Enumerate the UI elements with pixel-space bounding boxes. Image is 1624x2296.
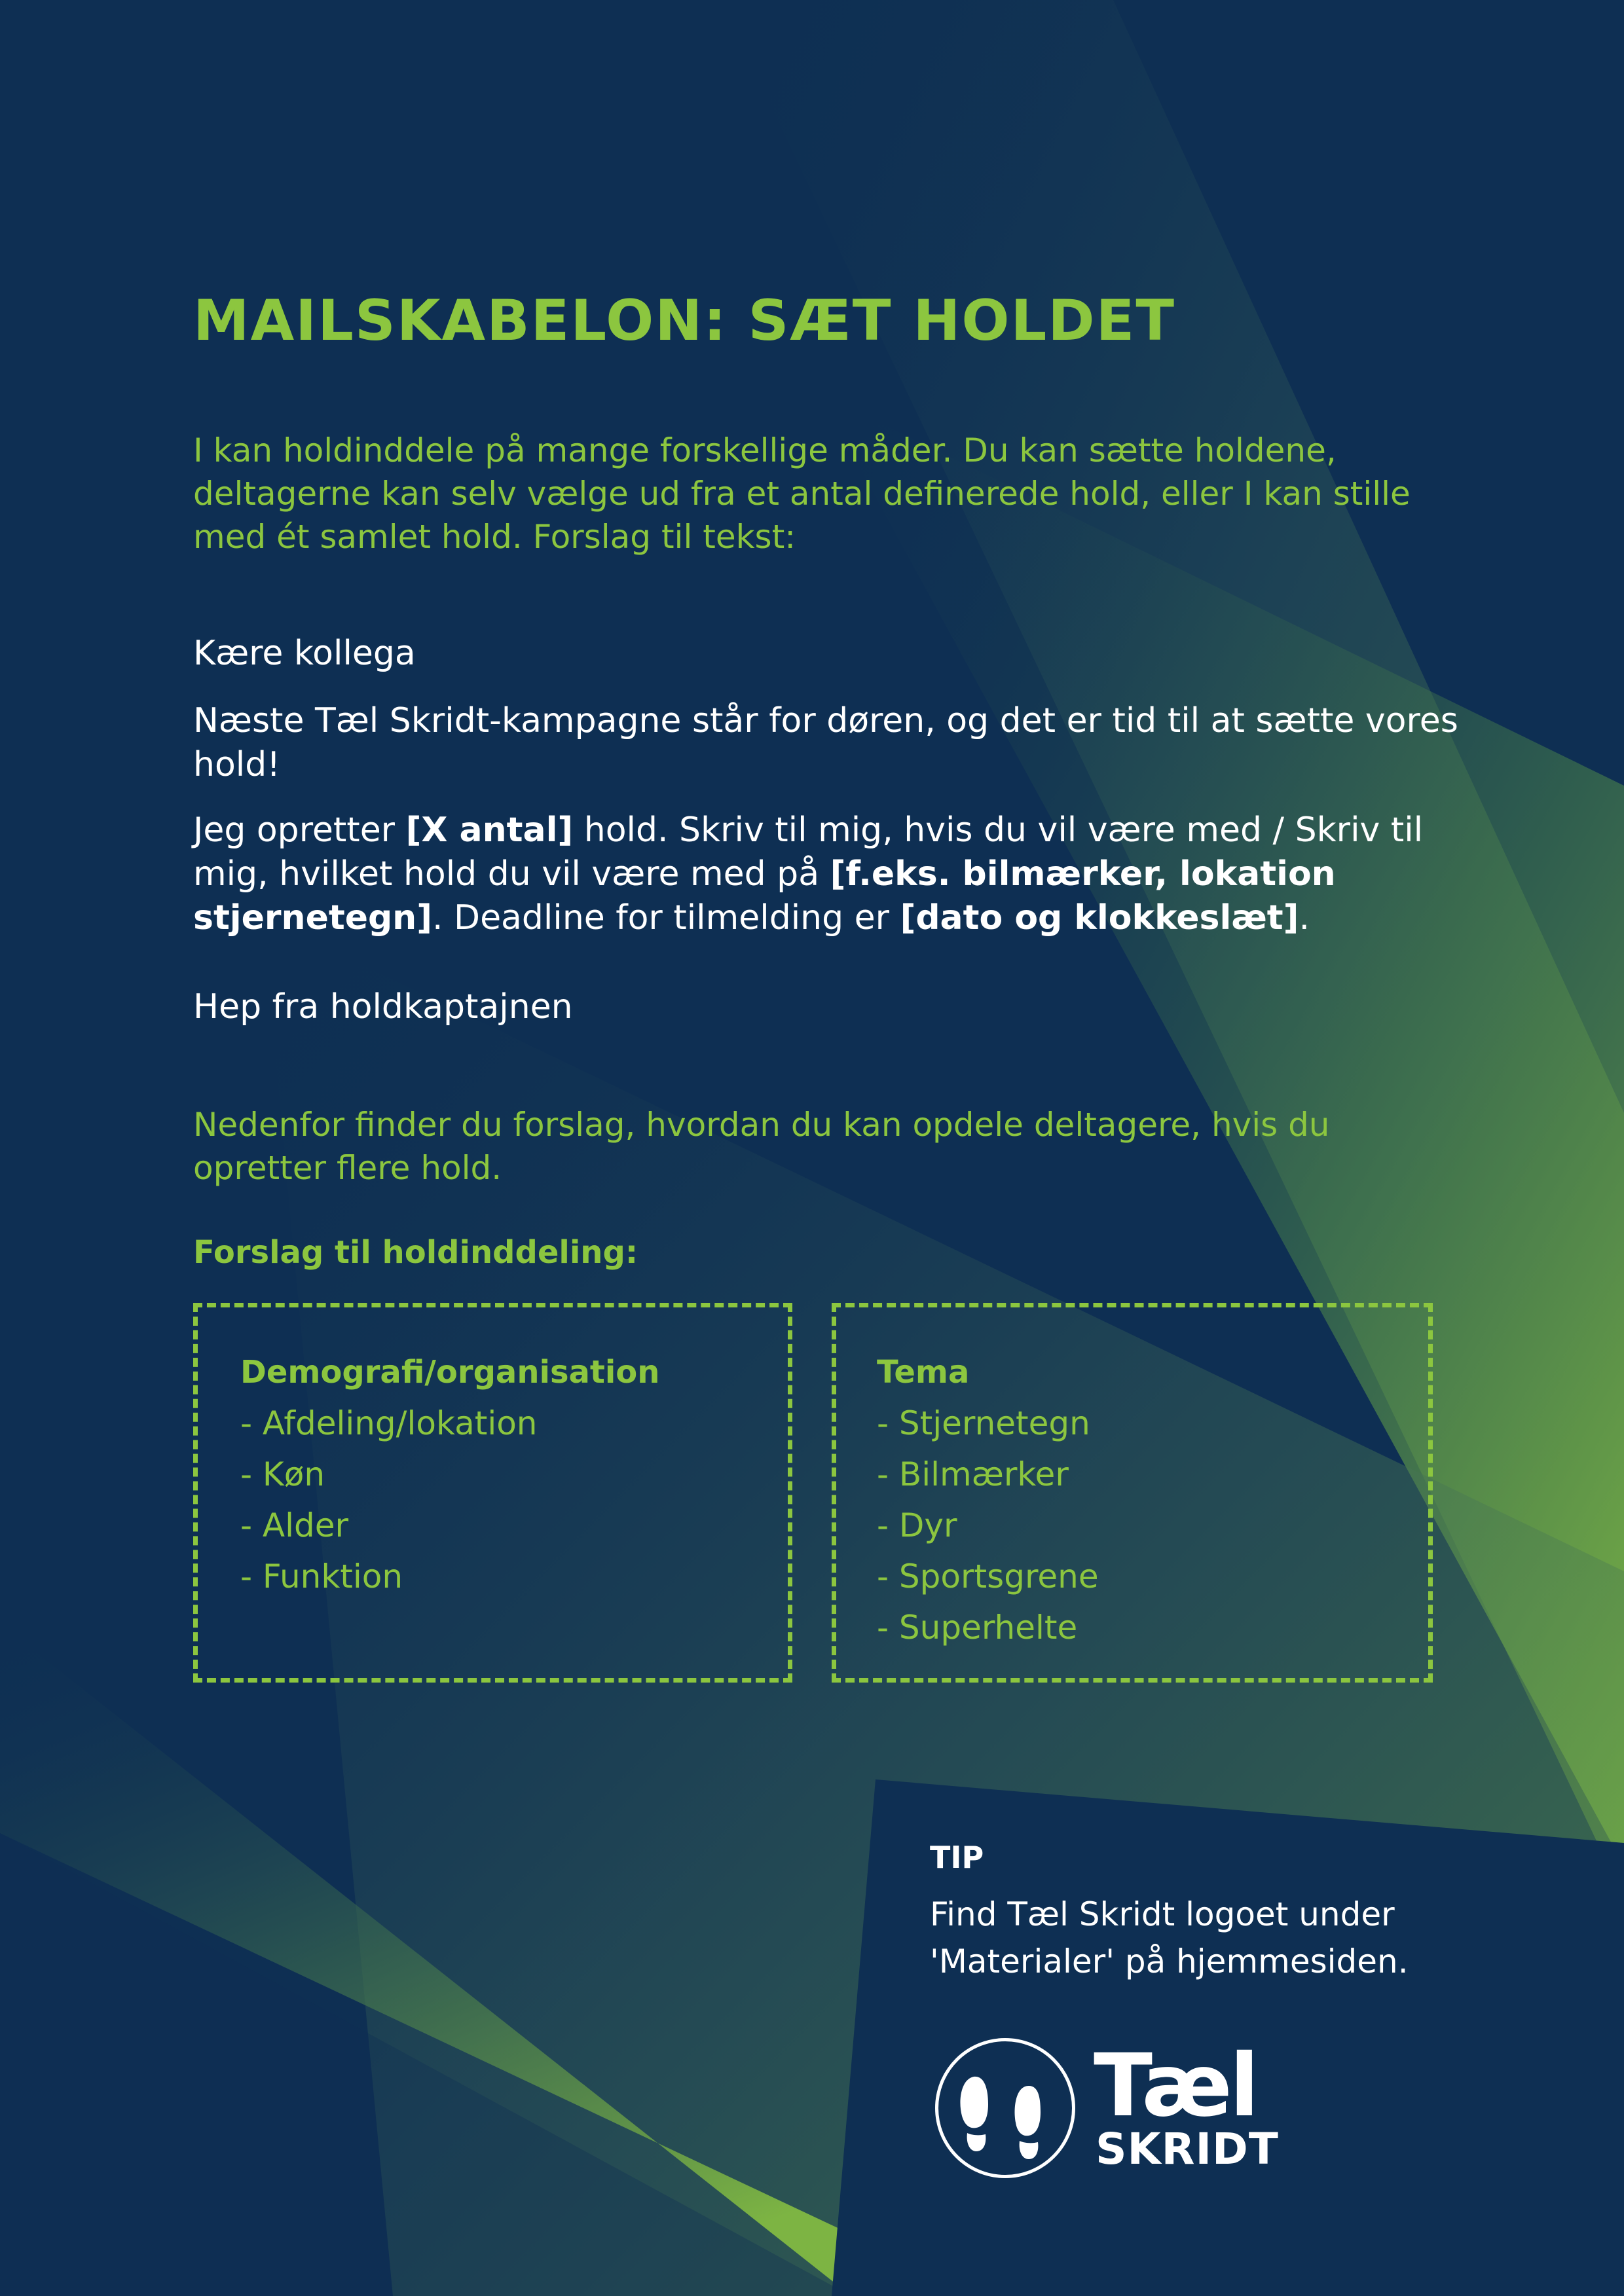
letter-greeting: Kære kollega <box>193 634 416 673</box>
list-item: - Bilmærker <box>877 1455 1069 1493</box>
tael-skridt-logo <box>933 2036 1300 2187</box>
letter-text: Jeg opretter <box>193 811 406 850</box>
page-title: MAILSKABELON: SÆT HOLDET <box>193 288 1176 354</box>
demography-title: Demografi/organisation <box>240 1354 660 1391</box>
placeholder-team-count: [X antal] <box>405 811 574 850</box>
footprints-icon <box>933 2036 1077 2180</box>
list-item: - Superhelte <box>877 1609 1078 1647</box>
demography-box <box>193 1303 792 1683</box>
logo-word-tael: Tæl <box>1094 2035 1257 2136</box>
list-item: - Afdeling/lokation <box>240 1404 538 1442</box>
letter-text: . Deadline for tilmelding er <box>432 898 900 938</box>
theme-title: Tema <box>877 1354 970 1391</box>
list-item: - Sportsgrene <box>877 1558 1099 1595</box>
logo-word-skridt: SKRIDT <box>1096 2124 1279 2174</box>
letter-text: hold. Skriv til mig, hvis du vil være med / Skriv til mig, hvilket hold du vil være med på <box>193 811 1424 894</box>
theme-box <box>832 1303 1433 1683</box>
placeholder-team-examples: [f.eks. bilmærker, lokation stjernetegn] <box>193 854 1336 938</box>
tip-label: TIP <box>930 1840 984 1875</box>
list-item: - Alder <box>240 1506 349 1544</box>
list-item: - Dyr <box>877 1506 957 1544</box>
suggestions-title: Forslag til holdinddeling: <box>193 1234 638 1271</box>
placeholder-deadline: [dato og klokkeslæt] <box>900 898 1299 938</box>
suggestions-intro: Nedenfor finder du forslag, hvordan du kan opdele deltagere, hvis du opretter flere hold. <box>193 1106 1330 1187</box>
list-item: - Stjernetegn <box>877 1404 1090 1442</box>
letter-text: . <box>1299 898 1310 938</box>
intro-paragraph: I kan holdinddele på mange forskellige måder. Du kan sætte holdene, deltagerne kan selv vælge ud fra et antal definerede hold, eller I kan stille med ét samlet hold. Forslag til tekst: <box>193 431 1411 556</box>
tip-text: Find Tæl Skridt logoet under 'Materialer' på hjemmesiden. <box>930 1895 1409 1980</box>
list-item: - Funktion <box>240 1558 403 1595</box>
letter-paragraph-2 <box>193 809 1477 940</box>
list-item: - Køn <box>240 1455 325 1493</box>
letter-paragraph-1: Næste Tæl Skridt-kampagne står for døren, og det er tid til at sætte vores hold! <box>193 701 1458 784</box>
letter-signoff: Hep fra holdkaptajnen <box>193 987 573 1027</box>
